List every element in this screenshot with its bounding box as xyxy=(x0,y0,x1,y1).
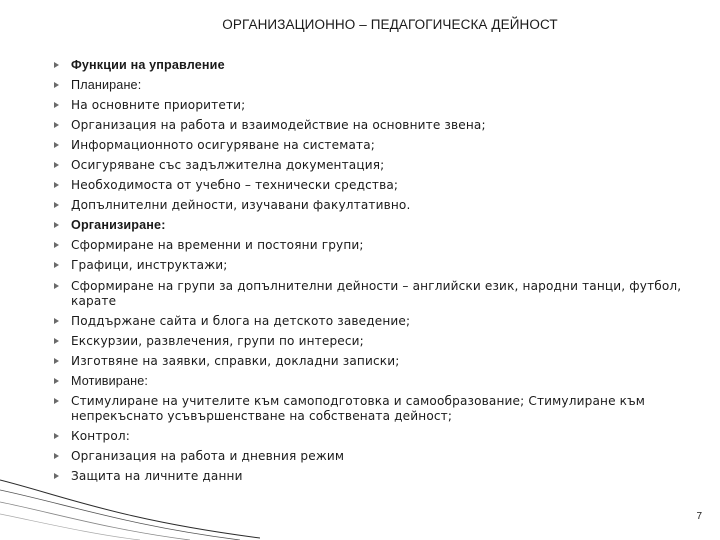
list-item xyxy=(54,469,694,484)
arrow-bullet-icon xyxy=(54,242,59,248)
bullet-list xyxy=(54,58,694,489)
list-item-text: На основните приоритети; xyxy=(71,98,246,113)
list-item xyxy=(54,238,694,253)
arrow-bullet-icon xyxy=(54,473,59,479)
arrow-bullet-icon xyxy=(54,142,59,148)
list-item xyxy=(54,98,694,113)
list-item xyxy=(54,449,694,464)
arrow-bullet-icon xyxy=(54,82,59,88)
arrow-bullet-icon xyxy=(54,122,59,128)
arrow-bullet-icon xyxy=(54,453,59,459)
list-item xyxy=(54,374,694,389)
list-item-text: Организация на работа и дневния режим xyxy=(71,448,345,463)
list-item xyxy=(54,394,694,424)
arrow-bullet-icon xyxy=(54,283,59,289)
list-item xyxy=(54,334,694,349)
list-item xyxy=(54,258,694,273)
list-item-text: Планиране: xyxy=(71,78,142,93)
slide-title: ОРГАНИЗАЦИОННО – ПЕДАГОГИЧЕСКА ДЕЙНОСТ xyxy=(222,17,558,32)
list-item xyxy=(54,178,694,193)
list-item xyxy=(54,138,694,153)
list-item-text: Необходимоста от учебно – технически средства; xyxy=(71,178,399,193)
arrow-bullet-icon xyxy=(54,222,59,228)
list-item xyxy=(54,158,694,173)
arrow-bullet-icon xyxy=(54,433,59,439)
arrow-bullet-icon xyxy=(54,318,59,324)
list-item xyxy=(54,218,694,233)
arrow-bullet-icon xyxy=(54,262,59,268)
list-item xyxy=(54,429,694,444)
list-item-text: Допълнителни дейности, изучавани факултативно. xyxy=(71,198,411,213)
arrow-bullet-icon xyxy=(54,358,59,364)
list-item-text: Сформиране на групи за допълнителни дейности – английски език, народни танци, футбол, карате xyxy=(71,278,682,308)
list-item-text: Контрол: xyxy=(71,428,131,443)
page-number: 7 xyxy=(696,511,702,522)
list-item-text: Осигуряване със задължителна документация; xyxy=(71,158,385,173)
arrow-bullet-icon xyxy=(54,202,59,208)
list-item-text: Стимулиране на учителите към самоподготовка и самообразование; Стимулиране към непрекъснато усъвършенстване на собствената дейност; xyxy=(71,393,646,423)
list-item-text: Защита на личните данни xyxy=(71,468,243,483)
arrow-bullet-icon xyxy=(54,378,59,384)
list-item-text: Функции на управление xyxy=(71,58,225,72)
list-item-text: Организиране: xyxy=(71,218,166,233)
list-item-text: Изготвяне на заявки, справки, докладни записки; xyxy=(71,353,400,368)
list-item-text: Екскурзии, развлечения, групи по интереси; xyxy=(71,333,364,348)
arrow-bullet-icon xyxy=(54,62,59,68)
list-item xyxy=(54,314,694,329)
list-item xyxy=(54,198,694,213)
list-item xyxy=(54,279,694,309)
list-item-text: Информационното осигуряване на системата; xyxy=(71,138,376,153)
arrow-bullet-icon xyxy=(54,338,59,344)
list-item-text: Сформиране на временни и постояни групи; xyxy=(71,238,364,253)
list-item-text: Мотивиране: xyxy=(71,373,149,388)
arrow-bullet-icon xyxy=(54,398,59,404)
list-item xyxy=(54,354,694,369)
list-item xyxy=(54,118,694,133)
arrow-bullet-icon xyxy=(54,162,59,168)
list-item-text: Организация на работа и взаимодействие на основните звена; xyxy=(71,118,486,133)
arrow-bullet-icon xyxy=(54,102,59,108)
list-item-text: Графици, инструктажи; xyxy=(71,258,228,273)
arrow-bullet-icon xyxy=(54,182,59,188)
list-item-text: Поддържане сайта и блога на детското заведение; xyxy=(71,313,411,328)
list-item xyxy=(54,58,694,73)
list-item xyxy=(54,78,694,93)
